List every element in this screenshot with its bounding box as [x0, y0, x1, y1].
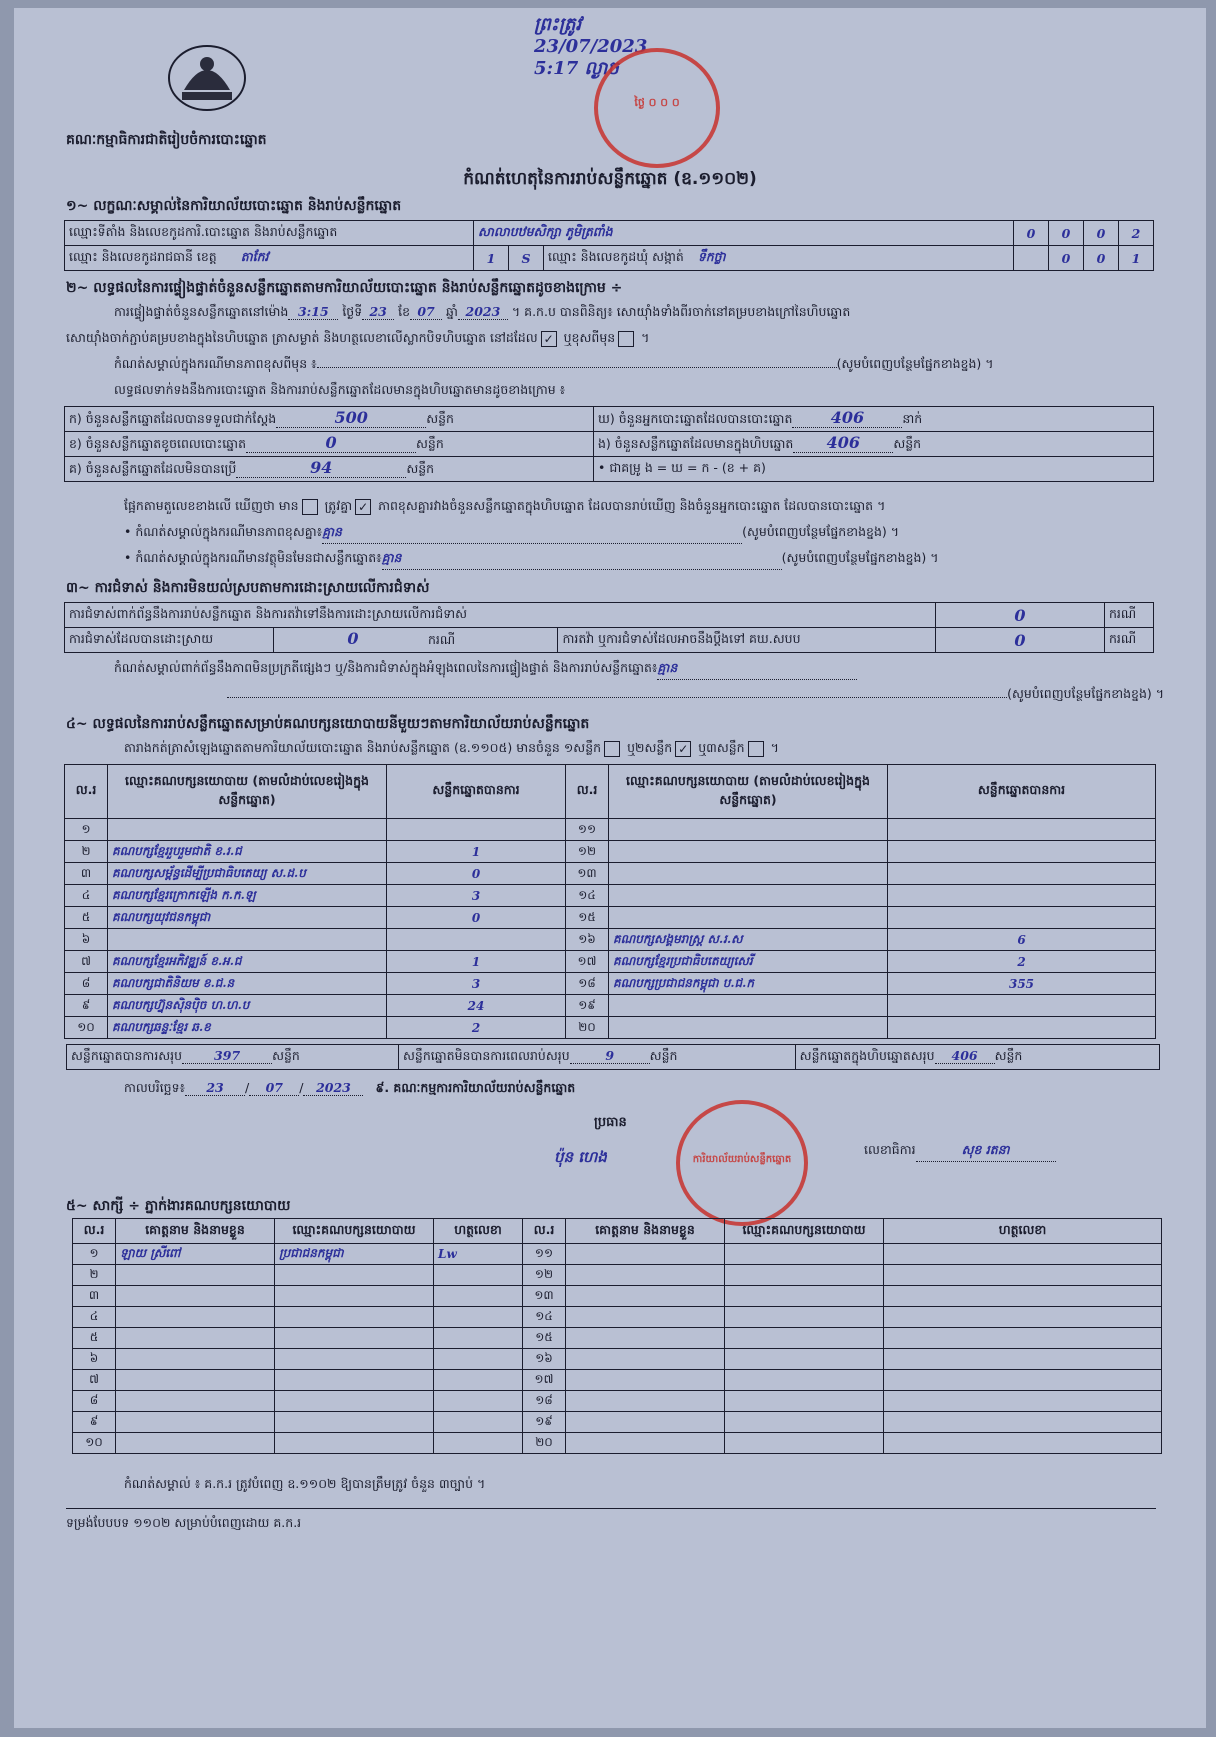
org-name: គណៈកម្មាធិការជាតិរៀបចំការបោះឆ្នោត — [66, 132, 267, 148]
witness-no-right: ១៧ — [523, 1370, 566, 1391]
result-no-right: ១១ — [566, 819, 609, 841]
total-box: សន្លឹកឆ្នោតក្នុងហិបឆ្នោតសរុប 406 សន្លឹក — [799, 1048, 1023, 1063]
resolved-label: ការជំទាស់ដែលបានដោះស្រាយ — [65, 628, 274, 653]
witness-row — [73, 1349, 1162, 1370]
result-party-right — [609, 907, 888, 929]
verify-day: 23 — [362, 304, 394, 320]
witness-party-right — [725, 1244, 884, 1265]
witness-name-left — [116, 1370, 275, 1391]
result-no-right: ១៩ — [566, 995, 609, 1017]
result-no-right: ១២ — [566, 841, 609, 863]
top-note-date: 23/07/2023 — [534, 36, 648, 57]
nec-emblem-icon — [164, 40, 250, 114]
difference-none-checkbox[interactable] — [302, 499, 318, 515]
count-c: គ) ចំនួនសន្លឹកឆ្នោតដែលមិនបានប្រើ 94 សន្លឹក — [65, 457, 594, 482]
result-votes-left: 0 — [387, 907, 566, 929]
count-a-value: 500 — [276, 408, 426, 428]
result-no-right: ២០ — [566, 1017, 609, 1039]
total-invalid-value: 9 — [570, 1048, 650, 1064]
witness-sign-left — [434, 1349, 523, 1370]
result-no-left: ៦ — [65, 929, 108, 951]
witness-name-right — [566, 1370, 725, 1391]
result-no-right: ១៣ — [566, 863, 609, 885]
secretary-line: លេខាធិការ សុខ រតនា — [864, 1142, 1056, 1162]
total-valid: សន្លឹកឆ្នោតបានការសរុប 397 សន្លឹក — [67, 1045, 399, 1069]
witness-table — [72, 1218, 1162, 1454]
result-no-left: ៨ — [65, 973, 108, 995]
result-votes-right — [888, 863, 1156, 885]
same-checkbox[interactable]: ✓ — [541, 331, 557, 347]
witness-party-left — [275, 1391, 434, 1412]
witness-name-right — [566, 1328, 725, 1349]
official-stamp-committee: ការិយាល័យរាប់សន្លឹកឆ្នោត — [676, 1100, 808, 1226]
result-votes-left — [387, 929, 566, 951]
col-no-left: ល.រ — [65, 765, 108, 819]
col-no-right: ល.រ — [566, 765, 609, 819]
commune-label: ឈ្មោះ និងលេខកូដឃុំ សង្កាត់ ទឹកថ្លា — [544, 246, 1014, 271]
witness-party-left — [275, 1328, 434, 1349]
section-4-heading: ៤~ លទ្ធផលនៃការរាប់សន្លឹកឆ្នោតសម្រាប់គណបក្សនយោបាយនីមួយៗតាមការិយាល័យរាប់សន្លឹកឆ្នោត — [66, 716, 590, 732]
section-5-heading: ៥~ សាក្សី ÷ ភ្នាក់ងារគណបក្សនយោបាយ — [66, 1198, 291, 1214]
result-row — [65, 995, 1156, 1017]
result-votes-left: 3 — [387, 885, 566, 907]
result-votes-left: 1 — [387, 841, 566, 863]
witness-party-right — [725, 1433, 884, 1454]
witness-party-left — [275, 1433, 434, 1454]
witness-party-right — [725, 1265, 884, 1286]
commune-value: ទឹកថ្លា — [697, 248, 726, 264]
witness-name-right — [566, 1265, 725, 1286]
province-label: ឈ្មោះ និងលេខកូដរាជធានី ខេត្ត តាកែវ — [65, 246, 474, 271]
appeal-label: ការតវ៉ា ឬការជំទាស់ដែលអាចនឹងប្តឹងទៅ គឃ.សបប — [558, 628, 936, 653]
result-votes-left: 3 — [387, 973, 566, 995]
result-party-right — [609, 819, 888, 841]
three-sheets-checkbox[interactable] — [748, 741, 764, 757]
witness-no-right: ១៣ — [523, 1286, 566, 1307]
witness-col-party-right: ឈ្មោះគណបក្សនយោបាយ — [725, 1219, 884, 1244]
witness-party-right — [725, 1328, 884, 1349]
witness-sign-right — [884, 1307, 1162, 1328]
witness-no-left: ១ — [73, 1244, 116, 1265]
result-no-right: ១៧ — [566, 951, 609, 973]
result-votes-left: 1 — [387, 951, 566, 973]
witness-col-party-left: ឈ្មោះគណបក្សនយោបាយ — [275, 1219, 434, 1244]
location-label: ឈ្មោះទីតាំង និងលេខកូដការិ.បោះឆ្នោត និងរាប់សន្លឹកឆ្នោត — [65, 221, 474, 246]
result-party-right — [609, 1017, 888, 1039]
result-no-right: ១៤ — [566, 885, 609, 907]
col-votes-left: សន្លឹកឆ្នោតបានការ — [387, 765, 566, 819]
witness-no-left: ៧ — [73, 1370, 116, 1391]
official-stamp-top: ថ្ងៃ ០ ០ ០ — [594, 48, 720, 168]
date-month: 07 — [249, 1080, 299, 1096]
section-3-heading: ៣~ ការជំទាស់ និងការមិនយល់ស្របតាមការដោះស្រាយលើការជំទាស់ — [66, 580, 430, 596]
changed-checkbox[interactable] — [618, 331, 634, 347]
result-party-right — [609, 995, 888, 1017]
count-e: ង) ចំនួនសន្លឹកឆ្នោតដែលមានក្នុងហិបឆ្នោត 406 សន្លឹក — [594, 432, 1154, 457]
witness-row — [73, 1433, 1162, 1454]
witness-no-left: ២ — [73, 1265, 116, 1286]
result-no-left: ២ — [65, 841, 108, 863]
witness-row — [73, 1286, 1162, 1307]
president-label: ប្រធាន — [594, 1115, 627, 1130]
witness-party-left — [275, 1370, 434, 1391]
irregularity-fill-back: (សូមបំពេញបន្ថែមផ្នែកខាងខ្នង) ។ — [66, 686, 1164, 705]
date-day: 23 — [185, 1080, 245, 1096]
province-code-1: 1 — [474, 246, 509, 271]
count-a: ក) ចំនួនសន្លឹកឆ្នោតដែលបានទទួលជាក់ស្តែង 500 សន្លឹក — [65, 407, 594, 432]
witness-no-left: ៩ — [73, 1412, 116, 1433]
witness-party-right — [725, 1307, 884, 1328]
witness-col-name-left: គោត្តនាម និងនាមខ្លួន — [116, 1219, 275, 1244]
result-party-left: គណបក្សខ្មែររួបរួមជាតិ ខ.រ.ជ — [108, 841, 387, 863]
irregularity-note-value: គ្មាន — [657, 660, 857, 680]
witness-sign-right — [884, 1244, 1162, 1265]
section-1-table — [64, 220, 1154, 271]
witness-sign-right — [884, 1391, 1162, 1412]
witness-name-left: ឡាយ ស្រីពៅ — [116, 1244, 275, 1265]
objection-label: ការជំទាស់ពាក់ព័ន្ធនឹងការរាប់សន្លឹកឆ្នោត និងការតវ៉ាទៅនឹងការដោះស្រាយលើការជំទាស់ — [65, 603, 936, 628]
witness-row — [73, 1391, 1162, 1412]
total-box-value: 406 — [935, 1048, 995, 1064]
witness-name-left — [116, 1391, 275, 1412]
verify-year: 2023 — [458, 304, 508, 320]
committee-label: ៩. គណៈកម្មការការិយាល័យរាប់សន្លឹកឆ្នោត — [375, 1080, 576, 1095]
commune-code-2: 0 — [1084, 246, 1119, 271]
witness-sign-left — [434, 1328, 523, 1349]
verify-time: 3:15 — [288, 304, 338, 320]
witness-party-left — [275, 1286, 434, 1307]
witness-sign-right — [884, 1433, 1162, 1454]
witness-col-no-left: ល.រ — [73, 1219, 116, 1244]
col-votes-right: សន្លឹកឆ្នោតបានការ — [888, 765, 1156, 819]
witness-no-left: ៨ — [73, 1391, 116, 1412]
object-note-value: គ្មាន — [382, 550, 782, 570]
date-line: កាលបរិច្ឆេទ៖ 23 / 07 / 2023 ៩. គណៈកម្មការការិយាល័យរាប់សន្លឹកឆ្នោត — [124, 1080, 576, 1095]
appeal-count: 0 — [936, 628, 1105, 653]
result-votes-right: 6 — [888, 929, 1156, 951]
witness-row — [73, 1244, 1162, 1265]
tally-sheets-line: តារាងកត់ត្រាសំឡេងឆ្នោតតាមការិយាល័យបោះឆ្នោត និងរាប់សន្លឹកឆ្នោត (ឧ.១១០៥) មានចំនួន ១សន្លឹក ឬ២សន្លឹក ✓ ឬ៣សន្លឹក ។ — [124, 740, 779, 756]
witness-row — [73, 1412, 1162, 1433]
result-party-left: គណបក្សខ្មែរអភិវឌ្ឍន៍ ខ.អ.ជ — [108, 951, 387, 973]
form-note: ទម្រង់បែបបទ ១១០២ សម្រាប់បំពេញដោយ គ.ក.រ — [66, 1508, 1156, 1534]
result-party-right: គណបក្សប្រជាជនកម្ពុជា ប.ជ.ក — [609, 973, 888, 995]
compare-line: ផ្អែកតាមតួលេខខាងលើ ឃើញថា មាន ត្រូវគ្នា ✓ ភាពខុសគ្នារវាងចំនួនសន្លឹកឆ្នោតក្នុងហិបឆ្នោត ដែលបានរាប់ឃើញ និងចំនួនអ្នកបោះឆ្នោត ដែលបានបោះឆ្នោត ។ — [124, 498, 886, 514]
witness-party-left — [275, 1265, 434, 1286]
witness-party-right — [725, 1412, 884, 1433]
objections-table: ការជំទាស់ពាក់ព័ន្ធនឹងការរាប់សន្លឹកឆ្នោត និងការតវ៉ាទៅនឹងការដោះស្រាយលើការជំទាស់ 0 ករណី ការជំទាស់ដែលបានដោះស្រាយ 0 ករណី ការតវ៉ា ឬការជំទាស់ដែលអាចនឹងប្តឹងទៅ គឃ.សបប 0 ករណី — [64, 602, 1154, 653]
result-votes-right — [888, 1017, 1156, 1039]
result-party-right: គណបក្សសង្គមរាស្ត្រ ស.រ.ស — [609, 929, 888, 951]
result-no-left: ៧ — [65, 951, 108, 973]
result-votes-left: 2 — [387, 1017, 566, 1039]
witness-name-right — [566, 1433, 725, 1454]
result-party-left: គណបក្សយុវជនកម្ពុជា — [108, 907, 387, 929]
witness-name-right — [566, 1412, 725, 1433]
witness-name-right — [566, 1349, 725, 1370]
witness-party-left — [275, 1349, 434, 1370]
witness-sign-left — [434, 1433, 523, 1454]
count-d: ឃ) ចំនួនអ្នកបោះឆ្នោតដែលបានបោះឆ្នោត 406 នាក់ — [594, 407, 1154, 432]
result-party-left: គណបក្សហ្វ៊ុនស៊ិនប៉ិច ហ.ហ.ប — [108, 995, 387, 1017]
witness-col-no-right: ល.រ — [523, 1219, 566, 1244]
result-votes-right — [888, 907, 1156, 929]
section-1-heading: ១~ លក្ខណៈសម្គាល់នៃការិយាល័យបោះឆ្នោត និងរាប់សន្លឹកឆ្នោត — [66, 198, 402, 214]
result-party-right — [609, 863, 888, 885]
result-no-left: ៤ — [65, 885, 108, 907]
verify-line: ការផ្ទៀងផ្ទាត់ចំនួនសន្លឹកឆ្នោតនៅម៉ោង 3:15 ថ្ងៃទី 23 ខែ 07 ឆ្នាំ 2023 ។ គ.ក.ប បានពិនិត្យ៖ សោយ៉ាំងទាំងពីរចាក់នៅគម្របខាងក្រៅនៃហិបឆ្នោត — [114, 304, 851, 319]
witness-party-left: ប្រជាជនកម្ពុជា — [275, 1244, 434, 1265]
result-row — [65, 885, 1156, 907]
one-sheet-checkbox[interactable] — [604, 741, 620, 757]
witness-row — [73, 1307, 1162, 1328]
seal-note: កំណត់សម្គាល់ក្នុងករណីមានភាពខុសពីមុន ៖ (សូមបំពេញបន្ថែមផ្នែកខាងខ្នង) ។ — [114, 356, 994, 371]
witness-party-right — [725, 1370, 884, 1391]
result-votes-right: 355 — [888, 973, 1156, 995]
location-code-4: 2 — [1119, 221, 1154, 246]
diff-note-value: គ្មាន — [322, 524, 742, 544]
result-row — [65, 973, 1156, 995]
top-note-time: 5:17 ល្ងាច — [534, 58, 619, 79]
witness-no-right: ១៥ — [523, 1328, 566, 1349]
witness-name-left — [116, 1286, 275, 1307]
counts-table — [64, 406, 1154, 482]
result-votes-right — [888, 995, 1156, 1017]
province-value: តាកែវ — [240, 248, 269, 264]
results-totals — [66, 1044, 1160, 1070]
witness-no-right: ១៨ — [523, 1391, 566, 1412]
result-row — [65, 841, 1156, 863]
witness-sign-right — [884, 1370, 1162, 1391]
section-2-heading: ២~ លទ្ធផលនៃការផ្ទៀងផ្ទាត់ចំនួនសន្លឹកឆ្នោតតាមការិយាល័យបោះឆ្នោត និងរាប់សន្លឹកឆ្នោតដូចខាងក្រោម ÷ — [66, 280, 623, 296]
two-sheets-checkbox[interactable]: ✓ — [675, 741, 691, 757]
result-party-right — [609, 885, 888, 907]
witness-name-right — [566, 1286, 725, 1307]
count-b: ខ) ចំនួនសន្លឹកឆ្នោតខូចពេលបោះឆ្នោត 0 សន្លឹក — [65, 432, 594, 457]
result-votes-left — [387, 819, 566, 841]
result-votes-left: 24 — [387, 995, 566, 1017]
witness-name-left — [116, 1328, 275, 1349]
witness-no-right: ២០ — [523, 1433, 566, 1454]
location-code-3: 0 — [1084, 221, 1119, 246]
witness-sign-left — [434, 1265, 523, 1286]
witness-name-left — [116, 1433, 275, 1454]
province-code-2: S — [509, 246, 544, 271]
verify-month: 07 — [410, 304, 442, 320]
result-no-left: ៣ — [65, 863, 108, 885]
result-party-left: គណបក្សឆន្ទៈខ្មែរ ឆ.ខ — [108, 1017, 387, 1039]
footnote: កំណត់សម្គាល់ ៖ គ.ក.រ ត្រូវបំពេញ ឧ.១១០២ ឱ្យបានត្រឹមត្រូវ ចំនួន ៣ច្បាប់ ។ — [124, 1476, 486, 1491]
witness-no-left: ៤ — [73, 1307, 116, 1328]
witness-sign-left — [434, 1391, 523, 1412]
form-sheet — [14, 8, 1206, 1728]
diff-note: • កំណត់សម្គាល់ក្នុងករណីមានភាពខុសគ្នា៖គ្មាន (សូមបំពេញបន្ថែមផ្នែកខាងខ្នង) ។ — [124, 524, 1164, 544]
resolved-cell: 0 ករណី — [274, 628, 558, 653]
location-value: សាលាបឋមសិក្សា ភូមិត្រពាំង — [474, 221, 1014, 246]
commune-code-3: 1 — [1119, 246, 1154, 271]
result-party-left — [108, 929, 387, 951]
witness-no-left: ៣ — [73, 1286, 116, 1307]
result-party-right — [609, 841, 888, 863]
result-row — [65, 1017, 1156, 1039]
commune-code-1: 0 — [1049, 246, 1084, 271]
result-votes-right — [888, 819, 1156, 841]
total-invalid: សន្លឹកឆ្នោតមិនបានការពេលរាប់សរុប 9 សន្លឹក — [399, 1045, 796, 1069]
result-no-left: ៩ — [65, 995, 108, 1017]
witness-sign-left — [434, 1286, 523, 1307]
formula: • ជាគម្រូ ង = ឃ = ក - (ខ + គ) — [594, 457, 1154, 482]
date-year: 2023 — [303, 1080, 363, 1096]
witness-party-right — [725, 1349, 884, 1370]
objection-count: 0 — [936, 603, 1105, 628]
result-no-left: ១០ — [65, 1017, 108, 1039]
result-row — [65, 863, 1156, 885]
object-note: • កំណត់សម្គាល់ក្នុងករណីមានវត្ថុមិនមែនជាសន្លឹកឆ្នោត៖គ្មាន (សូមបំពេញបន្ថែមផ្នែកខាងខ្នង) ។ — [124, 550, 1164, 570]
result-row — [65, 819, 1156, 841]
result-votes-left: 0 — [387, 863, 566, 885]
witness-sign-right — [884, 1286, 1162, 1307]
witness-no-left: ៦ — [73, 1349, 116, 1370]
results-table — [64, 764, 1156, 1039]
witness-name-left — [116, 1307, 275, 1328]
witness-sign-right — [884, 1412, 1162, 1433]
result-no-right: ១៥ — [566, 907, 609, 929]
witness-sign-left — [434, 1307, 523, 1328]
witness-no-left: ១០ — [73, 1433, 116, 1454]
witness-no-right: ១១ — [523, 1244, 566, 1265]
witness-sign-right — [884, 1349, 1162, 1370]
irregularity-note: កំណត់សម្គាល់ពាក់ព័ន្ធនឹងភាពមិនប្រក្រតីផ្សេងៗ ឬ/និងការជំទាស់ក្នុងអំឡុងពេលនៃការផ្ទៀងផ្ទាត់ និងការរាប់សន្លឹកឆ្នោត៖គ្មាន — [114, 660, 1164, 680]
result-party-left: គណបក្សសម្ព័ន្ធដើម្បីប្រជាធិបតេយ្យ ស.ដ.ប — [108, 863, 387, 885]
witness-party-left — [275, 1307, 434, 1328]
count-d-value: 406 — [792, 408, 902, 428]
result-party-left: គណបក្សជាតិនិយម ខ.ជ.ន — [108, 973, 387, 995]
witness-name-left — [116, 1412, 275, 1433]
count-b-value: 0 — [246, 433, 416, 453]
witness-row — [73, 1370, 1162, 1391]
location-code-1: 0 — [1014, 221, 1049, 246]
outcome-intro: លទ្ធផលទាក់ទងនឹងការបោះឆ្នោត និងការរាប់សន្លឹកឆ្នោតដែលមានក្នុងហិបឆ្នោតមានដូចខាងក្រោម ៖ — [114, 382, 566, 397]
witness-sign-left — [434, 1370, 523, 1391]
witness-no-right: ១៩ — [523, 1412, 566, 1433]
witness-party-right — [725, 1391, 884, 1412]
secretary-name: សុខ រតនា — [916, 1142, 1056, 1162]
result-votes-right — [888, 885, 1156, 907]
witness-name-left — [116, 1265, 275, 1286]
witness-name-right — [566, 1307, 725, 1328]
witness-name-right — [566, 1244, 725, 1265]
witness-col-sign-left: ហត្ថលេខា — [434, 1219, 523, 1244]
witness-row — [73, 1328, 1162, 1349]
result-no-left: ៥ — [65, 907, 108, 929]
witness-party-left — [275, 1412, 434, 1433]
witness-sign-left: Lw — [434, 1244, 523, 1265]
count-e-value: 406 — [793, 433, 893, 453]
result-votes-right — [888, 841, 1156, 863]
result-no-right: ១៨ — [566, 973, 609, 995]
result-row — [65, 929, 1156, 951]
witness-name-right — [566, 1391, 725, 1412]
col-party-right: ឈ្មោះគណបក្សនយោបាយ (តាមលំដាប់លេខរៀងក្នុងសន្លឹកឆ្នោត) — [609, 765, 888, 819]
top-note-line-1: ព្រះត្រូវ — [534, 14, 582, 35]
witness-no-right: ១២ — [523, 1265, 566, 1286]
result-votes-right: 2 — [888, 951, 1156, 973]
col-party-left: ឈ្មោះគណបក្សនយោបាយ (តាមលំដាប់លេខរៀងក្នុងសន្លឹកឆ្នោត) — [108, 765, 387, 819]
witness-no-left: ៥ — [73, 1328, 116, 1349]
form-title: កំណត់ហេតុនៃការរាប់សន្លឹកឆ្នោត (ឧ.១១០២) — [463, 169, 757, 189]
result-party-left: គណបក្សខ្មែរក្រោកឡើង ក.ក.ឡ — [108, 885, 387, 907]
witness-no-right: ១៤ — [523, 1307, 566, 1328]
result-row — [65, 907, 1156, 929]
witness-party-right — [725, 1286, 884, 1307]
result-no-right: ១៦ — [566, 929, 609, 951]
result-row — [65, 951, 1156, 973]
resolved-count: 0 — [347, 629, 359, 648]
result-party-left — [108, 819, 387, 841]
witness-row — [73, 1265, 1162, 1286]
witness-col-sign-right: ហត្ថលេខា — [884, 1219, 1162, 1244]
witness-name-left — [116, 1349, 275, 1370]
witness-sign-right — [884, 1328, 1162, 1349]
witness-no-right: ១៦ — [523, 1349, 566, 1370]
witness-sign-left — [434, 1412, 523, 1433]
president-signature: ប៉ុន ហេង — [554, 1148, 607, 1166]
total-valid-value: 397 — [182, 1048, 272, 1064]
witness-sign-right — [884, 1265, 1162, 1286]
result-no-left: ១ — [65, 819, 108, 841]
location-code-2: 0 — [1049, 221, 1084, 246]
result-party-right: គណបក្សខ្មែរប្រជាធិបតេយ្យសេរី — [609, 951, 888, 973]
match-checkbox[interactable]: ✓ — [355, 499, 371, 515]
witness-col-name-right: គោត្តនាម និងនាមខ្លួន — [566, 1219, 725, 1244]
count-c-value: 94 — [236, 458, 406, 478]
seal-line: សោយ៉ាំងចាក់ភ្ជាប់គម្របខាងក្នុងនៃហិបឆ្នោត ត្រាសម្ងាត់ និងហត្ថលេខាលើស្លាកបិទហិបឆ្នោត នៅដដែល ✓ ឬខុសពីមុន ។ — [66, 330, 650, 346]
